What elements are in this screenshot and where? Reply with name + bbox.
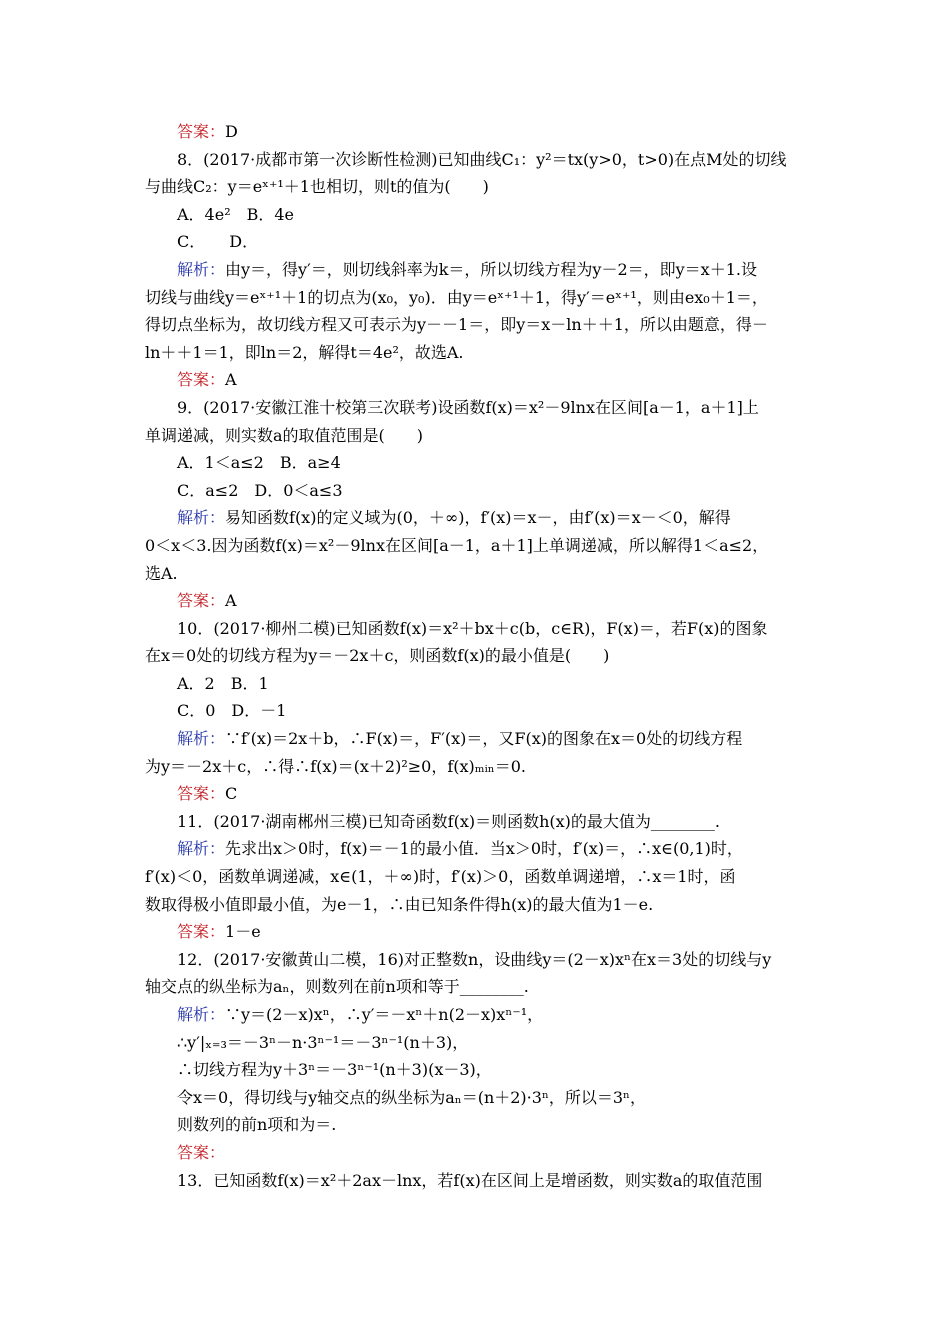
text-line — [145, 422, 815, 450]
text-line — [145, 1084, 815, 1112]
line-text: 9．(2017·安徽江淮十校第三次联考)设函数f(x)＝x²－9lnx在区间[a－1，a＋1]上 — [177, 397, 759, 417]
line-text: 11．(2017·湖南郴州三模)已知奇函数f(x)＝则函数h(x)的最大值为________. — [177, 811, 720, 831]
line-text: C．0 D．－1 — [177, 701, 287, 721]
line-text: 由y＝，得y′＝，则切线斜率为k＝，所以切线方程为y－2＝，即y＝x＋1.设 — [225, 259, 757, 279]
answer-label: 答案： — [177, 591, 226, 611]
analysis-label: 解析： — [177, 508, 226, 528]
answer-label: 答案： — [177, 370, 226, 390]
line-text: 得切点坐标为，故切线方程又可表示为y－－1＝，即y＝x－ln＋＋1，所以由题意，得－ — [145, 315, 768, 335]
text-line — [145, 642, 815, 670]
text-line — [145, 1111, 815, 1139]
text-line — [145, 891, 815, 919]
text-line — [145, 256, 815, 284]
line-text: 13．已知函数f(x)＝x²＋2ax－lnx，若f(x)在区间上是增函数，则实数a的取值范围 — [177, 1170, 763, 1190]
line-text: 则数列的前n项和为＝. — [177, 1115, 337, 1135]
text-line — [145, 1139, 815, 1167]
line-text: 8．(2017·成都市第一次诊断性检测)已知曲线C₁：y²＝tx(y>0，t>0)在点M处的切线 — [177, 149, 787, 169]
text-line — [145, 1056, 815, 1084]
text-line — [145, 201, 815, 229]
line-text: A — [225, 370, 237, 390]
text-line — [145, 615, 815, 643]
text-line — [145, 146, 815, 174]
answer-label: 答案： — [177, 122, 226, 141]
line-text: 先求出x＞0时，f(x)＝－1的最小值．当x＞0时，f′(x)＝，∴x∈(0,1)时， — [225, 839, 743, 859]
text-line — [145, 339, 815, 367]
line-text: 选A. — [145, 563, 178, 583]
text-line — [145, 560, 815, 588]
line-text: 单调递减，则实数a的取值范围是( ) — [145, 425, 424, 445]
analysis-label: 解析： — [177, 839, 226, 859]
line-text: 令x＝0，得切线与y轴交点的纵坐标为aₙ＝(n＋2)·3ⁿ，所以＝3ⁿ， — [177, 1087, 646, 1107]
text-line — [145, 311, 815, 339]
line-text: 数取得极小值即最小值，为e－1，∴由已知条件得h(x)的最大值为1－e. — [145, 894, 654, 914]
text-line — [145, 808, 815, 836]
line-text: 轴交点的纵坐标为aₙ，则数列在前n项和等于________. — [145, 977, 529, 997]
text-line — [145, 228, 815, 256]
line-text: f′(x)＜0，函数单调递减，x∈(1，＋∞)时，f′(x)＞0，函数单调递增，∴x＝1时，函 — [145, 867, 736, 887]
line-text: C．a≤2 D．0＜a≤3 — [177, 480, 343, 500]
text-line — [145, 725, 815, 753]
analysis-label: 解析： — [177, 1005, 226, 1024]
text-line — [145, 1167, 815, 1195]
line-text: D — [225, 122, 238, 141]
text-line — [145, 697, 815, 725]
text-line — [145, 532, 815, 560]
line-text: ∴y′|ₓ₌₃＝－3ⁿ－n·3ⁿ⁻¹＝－3ⁿ⁻¹(n＋3)， — [177, 1032, 469, 1052]
text-line — [145, 504, 815, 532]
answer-label: 答案： — [177, 1142, 226, 1162]
text-line — [145, 835, 815, 863]
text-line — [145, 946, 815, 974]
line-text: ∴切线方程为y＋3ⁿ＝－3ⁿ⁻¹(n＋3)(x－3)， — [177, 1060, 492, 1080]
line-text: ln＋＋1＝1，即ln＝2，解得t＝4e²，故选A. — [145, 342, 464, 362]
text-line — [145, 118, 815, 146]
text-line — [145, 366, 815, 394]
line-text: 12．(2017·安徽黄山二模，16)对正整数n，设曲线y＝(2－x)xⁿ在x＝3处的切线与y — [177, 949, 772, 969]
line-text: 切线与曲线y＝eˣ⁺¹＋1的切点为(x₀，y₀)．由y＝eˣ⁺¹＋1，得y′＝eˣ⁺¹，则由ex₀＋1＝， — [145, 287, 768, 307]
line-text: 易知函数f(x)的定义域为(0，＋∞)，f′(x)＝x－，由f′(x)＝x－＜0，解得 — [225, 508, 731, 528]
document-page — [145, 118, 815, 1194]
text-line — [145, 918, 815, 946]
line-text: 为y＝－2x＋c，∴得∴f(x)＝(x＋2)²≥0，f(x)ₘᵢₙ＝0. — [145, 756, 526, 776]
text-line — [145, 780, 815, 808]
text-line — [145, 753, 815, 781]
text-line — [145, 284, 815, 312]
text-line — [145, 973, 815, 1001]
line-text: C． D． — [177, 232, 259, 252]
text-line — [145, 670, 815, 698]
line-text: ∵f′(x)＝2x＋b，∴F(x)＝，F′(x)＝，又F(x)的图象在x＝0处的切线方程 — [225, 729, 743, 749]
analysis-label: 解析： — [177, 729, 226, 749]
line-text: A．1＜a≤2 B．a≥4 — [177, 453, 341, 473]
line-text: C — [225, 784, 238, 804]
analysis-label: 解析： — [177, 259, 226, 279]
text-line — [145, 477, 815, 505]
text-line — [145, 394, 815, 422]
answer-label: 答案： — [177, 922, 226, 942]
text-line — [145, 1001, 815, 1029]
line-text: 在x＝0处的切线方程为y＝－2x＋c，则函数f(x)的最小值是( ) — [145, 646, 610, 666]
line-text: A — [225, 591, 237, 611]
line-text: ∵y＝(2－x)xⁿ，∴y′＝－xⁿ＋n(2－x)xⁿ⁻¹， — [225, 1005, 544, 1024]
text-line — [145, 587, 815, 615]
line-text: 10．(2017·柳州二模)已知函数f(x)＝x²＋bx＋c(b，c∈R)，F(x)＝，若F(x)的图象 — [177, 618, 768, 638]
text-line — [145, 449, 815, 477]
text-line — [145, 863, 815, 891]
text-line — [145, 173, 815, 201]
answer-label: 答案： — [177, 784, 226, 804]
line-text: A．2 B．1 — [177, 673, 269, 693]
text-line — [145, 1029, 815, 1057]
line-text: A．4e² B．4e — [177, 204, 295, 224]
line-text: 1－e — [225, 922, 261, 942]
line-text: 与曲线C₂：y＝eˣ⁺¹＋1也相切，则t的值为( ) — [145, 177, 489, 197]
line-text: 0＜x＜3.因为函数f(x)＝x²－9lnx在区间[a－1，a＋1]上单调递减，所以解得1＜a≤2， — [145, 535, 769, 555]
